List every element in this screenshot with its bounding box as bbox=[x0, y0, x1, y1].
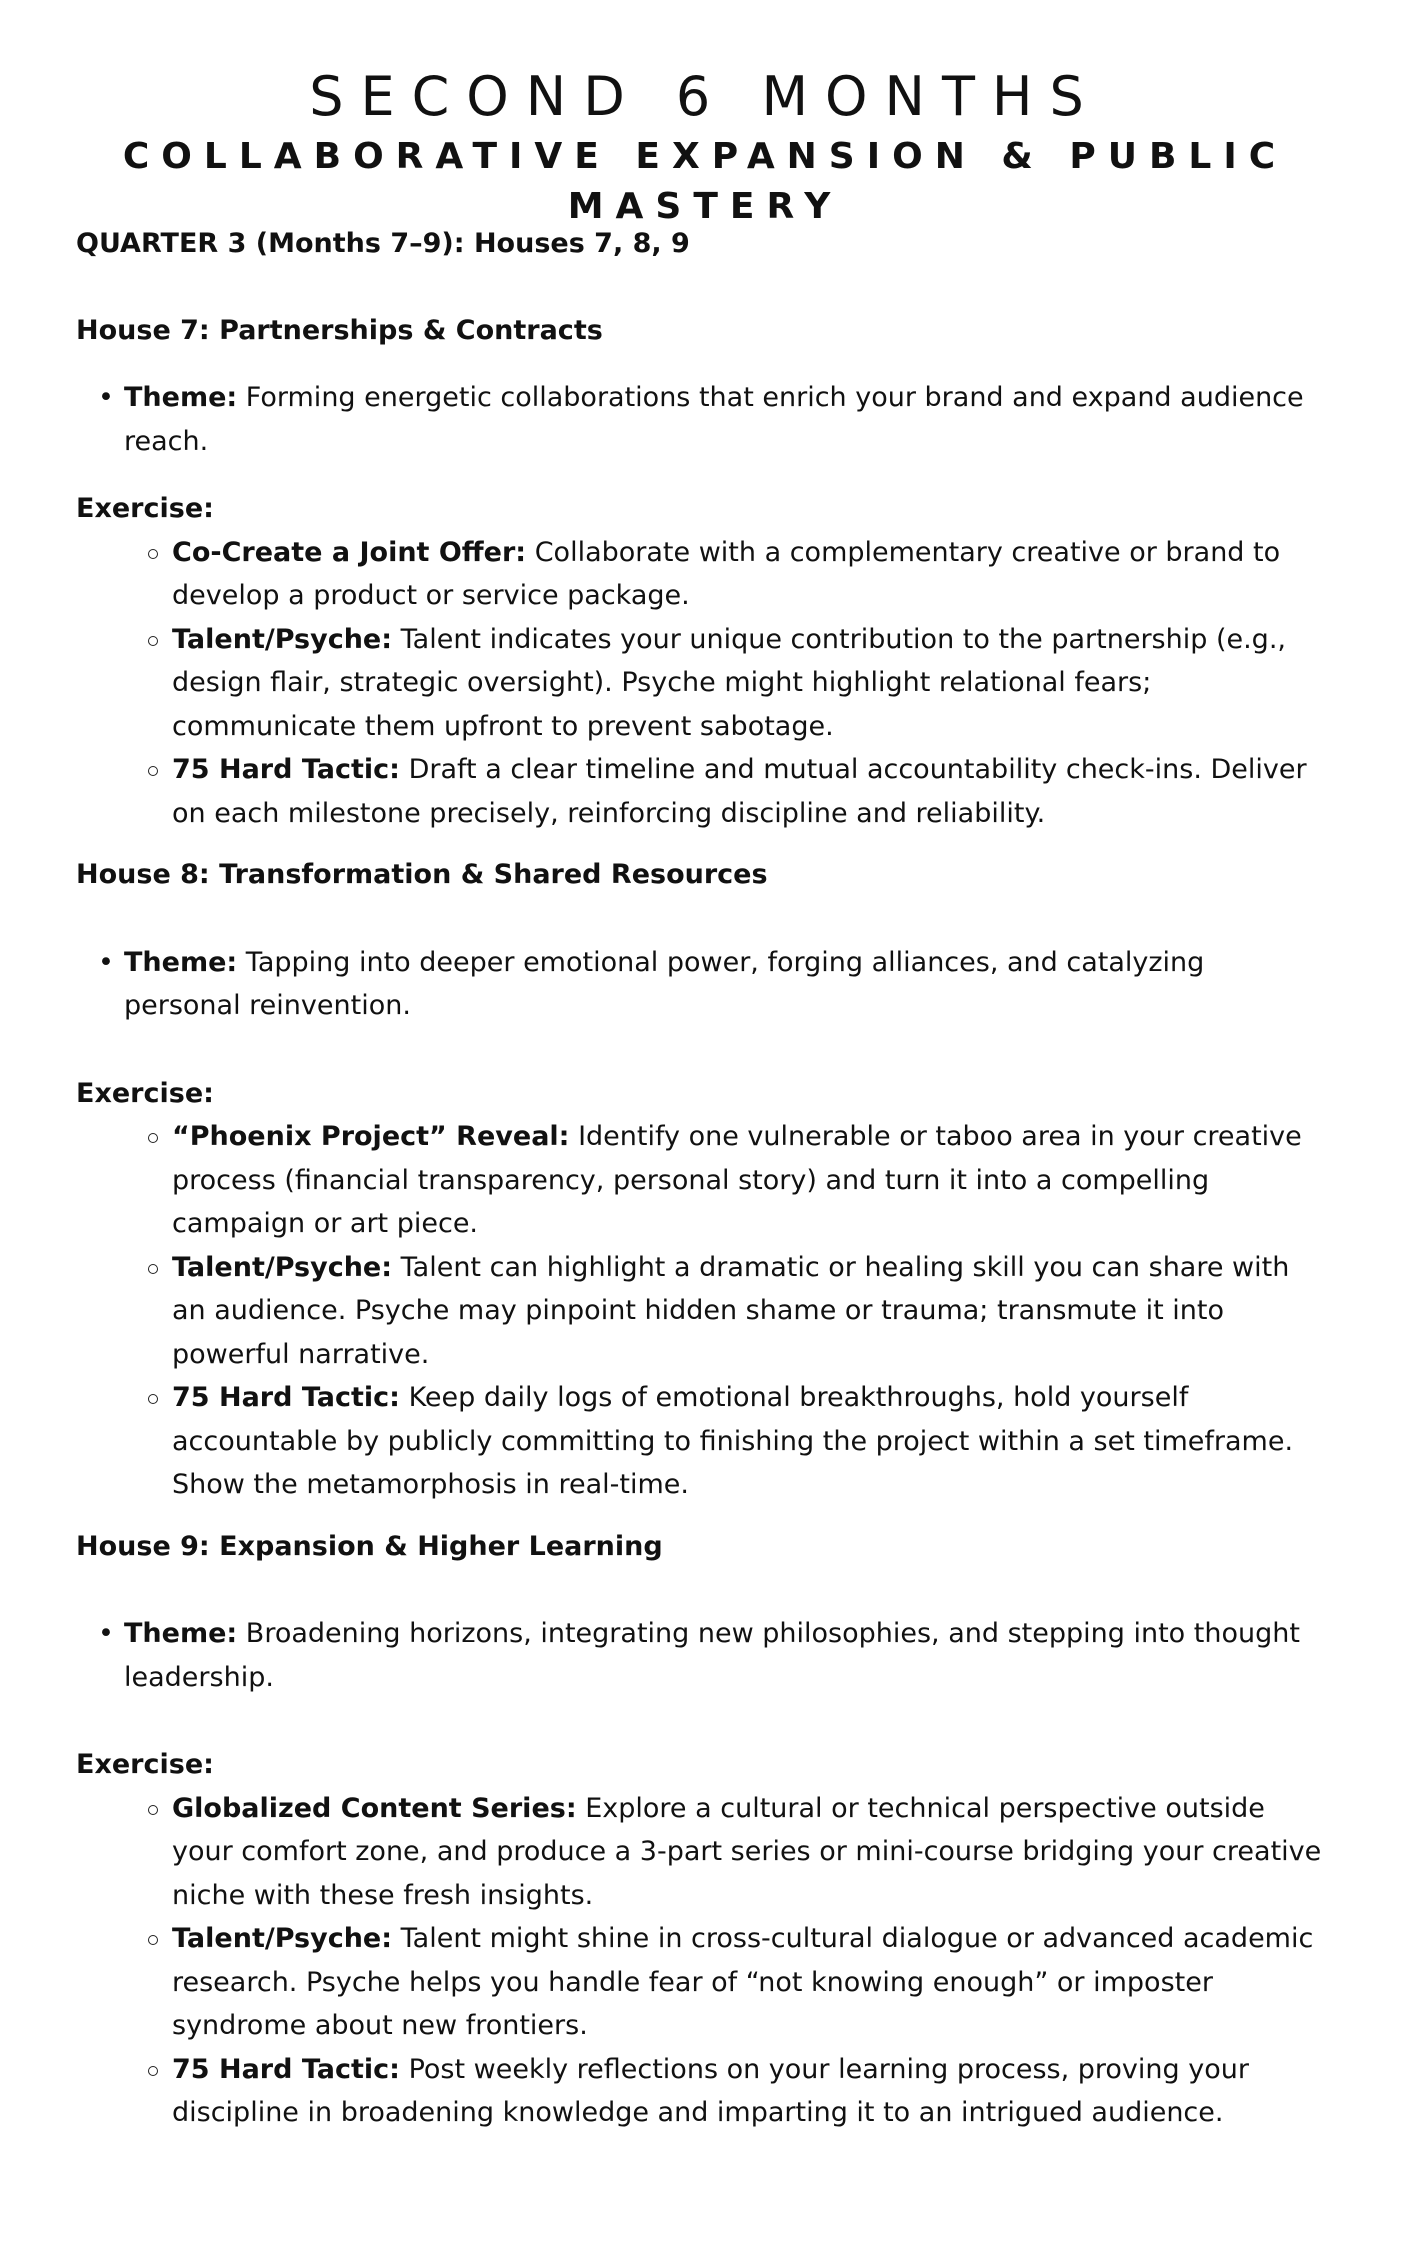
document-body bbox=[76, 222, 1326, 2135]
bullet-circle-icon bbox=[148, 1935, 158, 1945]
bullet-circle-icon bbox=[148, 549, 158, 559]
exercise-item bbox=[172, 1917, 1326, 2048]
bullet-dot-icon: • bbox=[98, 1618, 114, 1649]
bullet-circle-icon bbox=[148, 1133, 158, 1143]
exercise-item-text: Collaborate with a complementary creative or brand to develop a product or service package. bbox=[172, 536, 1281, 611]
bullet-circle-icon bbox=[148, 2066, 158, 2076]
exercise-item bbox=[172, 1246, 1326, 1377]
bullet-dot-icon: • bbox=[98, 382, 114, 413]
bullet-circle-icon bbox=[148, 636, 158, 646]
house-7-section bbox=[76, 309, 1326, 836]
bullet-circle-icon bbox=[148, 1264, 158, 1274]
quarter-heading: QUARTER 3 (Months 7–9): Houses 7, 8, 9 bbox=[76, 228, 690, 259]
exercise-item bbox=[172, 748, 1326, 835]
exercise-item bbox=[172, 2048, 1326, 2135]
exercise-item bbox=[172, 1115, 1326, 1246]
exercise-item-text: Talent indicates your unique contribution to the partnership (e.g., design flair, strategic oversight). Psyche might highlight relational fears; communicate them upfront to prevent sabotage. bbox=[172, 623, 1286, 742]
exercise-item-text: Explore a cultural or technical perspective outside your comfort zone, and produce a 3-part series or mini-course bridging your creative niche with these fresh insights. bbox=[172, 1792, 1322, 1911]
exercise-item-label: 75 Hard Tactic: bbox=[172, 754, 400, 785]
exercise-item-label: 75 Hard Tactic: bbox=[172, 1382, 400, 1413]
theme-bullet bbox=[98, 941, 1326, 1028]
theme-bullet bbox=[98, 376, 1326, 463]
theme-bullet bbox=[98, 1612, 1326, 1699]
exercise-item-text: Talent can highlight a dramatic or healing skill you can share with an audience. Psyche may pinpoint hidden shame or trauma; transmute it into powerful narrative. bbox=[172, 1251, 1290, 1370]
exercise-item bbox=[172, 1787, 1326, 1918]
theme-label: Theme: bbox=[124, 1618, 238, 1649]
exercise-item-label: Talent/Psyche: bbox=[172, 1923, 393, 1954]
page-subtitle: COLLABORATIVE EXPANSION & PUBLIC MASTERY bbox=[122, 136, 1288, 227]
exercise-item-label: Co-Create a Joint Offer: bbox=[172, 536, 527, 568]
exercise-item-text: Draft a clear timeline and mutual accountability check-ins. Deliver on each milestone precisely, reinforcing discipline and reliability. bbox=[172, 754, 1307, 829]
exercise-label: Exercise: bbox=[76, 1749, 214, 1780]
exercise-item-text: Talent might shine in cross-cultural dialogue or advanced academic research. Psyche helps you handle fear of “not knowing enough” or imposter syndrome about new frontiers. bbox=[172, 1923, 1314, 2041]
theme-text: Tapping into deeper emotional power, forging alliances, and catalyzing personal reinvention. bbox=[124, 946, 1205, 1021]
exercise-item bbox=[172, 618, 1326, 749]
bullet-circle-icon bbox=[148, 766, 158, 776]
theme-label: Theme: bbox=[124, 382, 238, 413]
house-9-section bbox=[76, 1525, 1326, 2135]
theme-text: Forming energetic collaborations that enrich your brand and expand audience reach. bbox=[124, 382, 1304, 457]
bullet-circle-icon bbox=[148, 1394, 158, 1404]
house-8-section bbox=[76, 853, 1326, 1507]
theme-label: Theme: bbox=[124, 946, 238, 978]
bullet-dot-icon: • bbox=[98, 946, 114, 978]
exercise-item-label: Globalized Content Series: bbox=[172, 1792, 577, 1824]
house-heading: House 9: Expansion & Higher Learning bbox=[76, 1530, 663, 1562]
exercise-item-text: Identify one vulnerable or taboo area in your creative process (financial transparency, personal story) and turn it into a compelling campaign or art piece. bbox=[172, 1121, 1302, 1239]
page-title: SECOND 6 MONTHS bbox=[309, 65, 1101, 128]
exercise-item-label: Talent/Psyche: bbox=[172, 623, 393, 655]
exercise-label: Exercise: bbox=[76, 493, 214, 524]
house-heading: House 7: Partnerships & Contracts bbox=[76, 314, 603, 346]
exercise-item-label: Talent/Psyche: bbox=[172, 1251, 393, 1283]
bullet-circle-icon bbox=[148, 1805, 158, 1815]
exercise-item-label: 75 Hard Tactic: bbox=[172, 2053, 400, 2085]
exercise-item bbox=[172, 531, 1326, 618]
theme-text: Broadening horizons, integrating new philosophies, and stepping into thought leadership. bbox=[124, 1618, 1300, 1693]
exercise-label: Exercise: bbox=[76, 1077, 214, 1109]
exercise-item bbox=[172, 1376, 1326, 1507]
exercise-item-text: Keep daily logs of emotional breakthroughs, hold yourself accountable by publicly committing to finishing the project within a set timeframe. Show the metamorphosis in real-time. bbox=[172, 1382, 1294, 1500]
exercise-item-label: “Phoenix Project” Reveal: bbox=[172, 1121, 570, 1152]
exercise-item-text: Post weekly reflections on your learning process, proving your discipline in broadening knowledge and imparting it to an intrigued audience. bbox=[172, 2053, 1249, 2128]
house-heading: House 8: Transformation & Shared Resources bbox=[76, 859, 768, 890]
